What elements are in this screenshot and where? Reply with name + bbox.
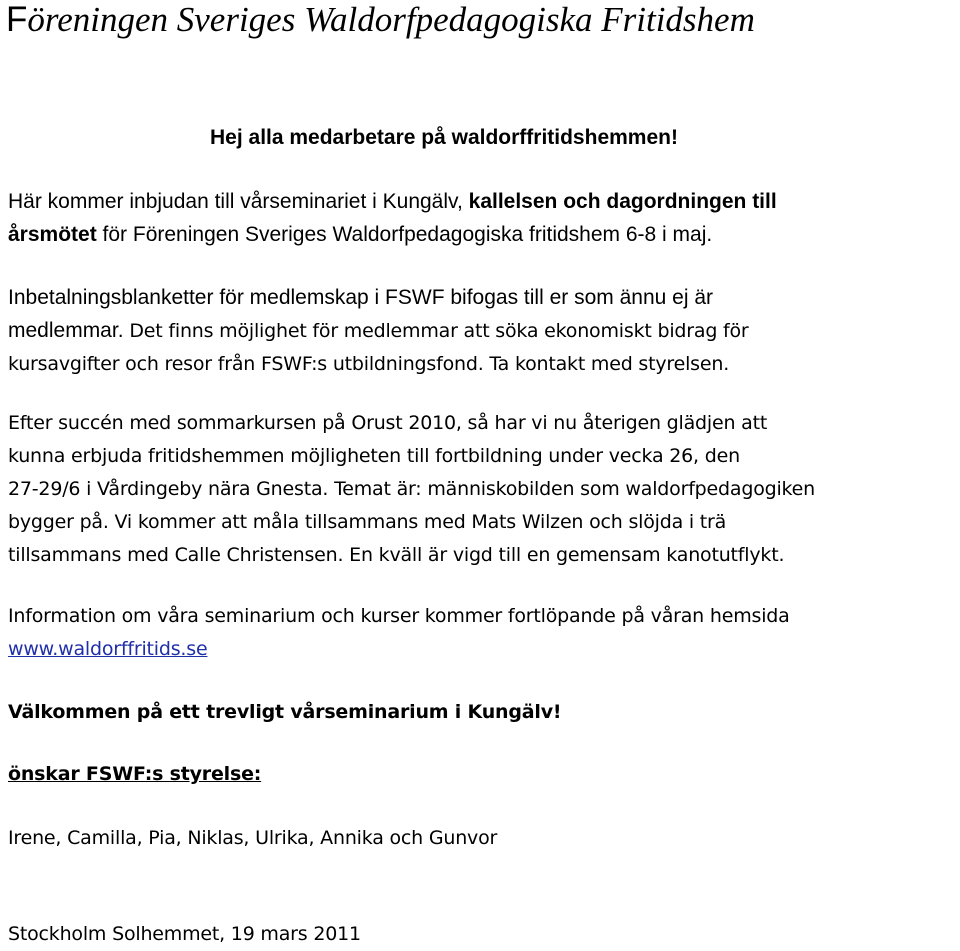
membership-text-rest: Det finns möjlighet för medlemmar att söka ekonomiskt bidrag för	[123, 320, 749, 342]
sender-label: önskar FSWF:s styrelse:	[8, 763, 262, 785]
invitation-line-1	[8, 185, 777, 218]
invitation-text-bold-b: årsmötet	[8, 223, 97, 246]
membership-text-sans: medlemmar.	[8, 319, 124, 342]
welcome-text: Välkommen på ett trevligt vårseminarium i Kungälv!	[8, 701, 562, 723]
title-rest: öreningen Sveriges Waldorfpedagogiska Fritidshem	[27, 0, 755, 39]
membership-line-2	[8, 314, 749, 348]
info-line-1: Information om våra seminarium och kurser kommer fortlöpande på våran hemsida	[8, 605, 790, 627]
info-line-2	[8, 633, 790, 666]
greeting-heading: Hej alla medarbetare på waldorffritidshemmen!	[210, 126, 678, 149]
membership-paragraph	[8, 281, 749, 381]
board-names: Irene, Camilla, Pia, Niklas, Ulrika, Annika och Gunvor	[8, 827, 498, 849]
title-first-letter: F	[6, 0, 28, 39]
invitation-text-a: Här kommer inbjudan till vårseminariet i Kungälv,	[8, 190, 469, 213]
invitation-text-bold-a: kallelsen och dagordningen till	[468, 190, 777, 213]
info-paragraph	[8, 600, 790, 666]
course-line-2: kunna erbjuda fritidshemmen möjligheten till fortbildning under vecka 26, den	[8, 445, 740, 467]
document-title	[6, 0, 755, 40]
course-line-3: 27-29/6 i Vårdingeby nära Gnesta. Temat är: människobilden som waldorfpedagogiken	[8, 478, 816, 500]
course-line-4: bygger på. Vi kommer att måla tillsammans med Mats Wilzen och slöjda i trä	[8, 511, 727, 533]
invitation-text-b: för Föreningen Sveriges Waldorfpedagogiska fritidshem 6-8 i maj.	[96, 223, 713, 246]
course-line-5: tillsammans med Calle Christensen. En kväll är vigd till en gemensam kanotutflykt.	[8, 544, 785, 566]
course-paragraph	[8, 407, 815, 572]
invitation-paragraph	[8, 185, 777, 251]
website-link[interactable]: www.waldorffritids.se	[8, 638, 208, 660]
membership-line-1: Inbetalningsblanketter för medlemskap i FSWF bifogas till er som ännu ej är	[8, 286, 713, 309]
place-date: Stockholm Solhemmet, 19 mars 2011	[8, 923, 361, 945]
membership-line-3: kursavgifter och resor från FSWF:s utbildningsfond. Ta kontakt med styrelsen.	[8, 353, 730, 375]
invitation-line-2	[8, 218, 777, 251]
course-line-1: Efter succén med sommarkursen på Orust 2010, så har vi nu återigen glädjen att	[8, 412, 768, 434]
